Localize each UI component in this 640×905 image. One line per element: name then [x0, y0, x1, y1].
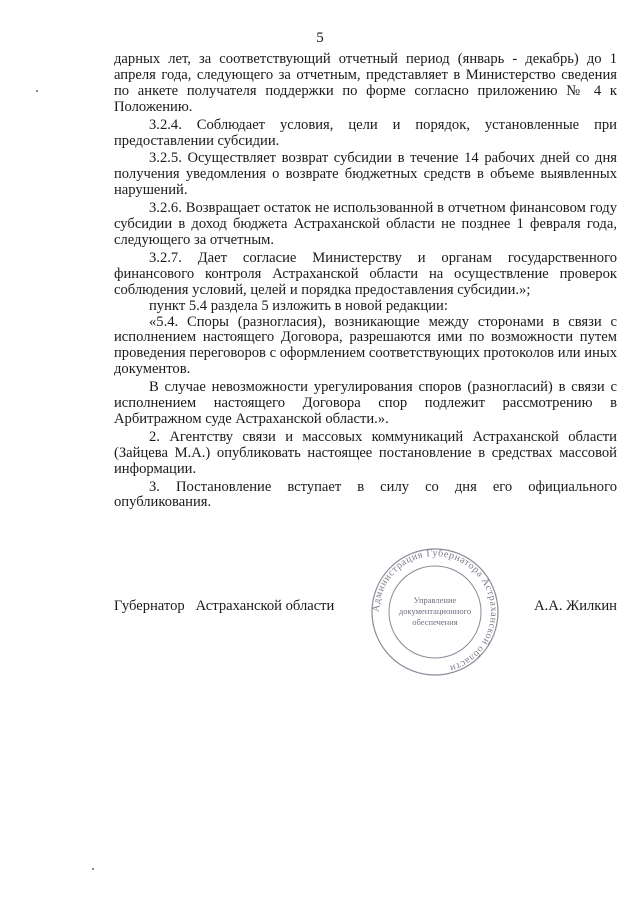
- paragraph-3-2-7: 3.2.7. Дает согласие Министерству и органам государственного финансового контроля Астраханской области на осуществление проверок соблюдения условий, целей и порядка предоставления субсидии.»;: [114, 249, 617, 298]
- official-seal: [365, 548, 505, 676]
- paragraph-3-2-4: 3.2.4. Соблюдает условия, цели и порядок, установленные при предоставлении субсидии.: [114, 116, 617, 149]
- scan-speck: [36, 90, 38, 92]
- paragraph-amendment-intro: пункт 5.4 раздела 5 изложить в новой редакции:: [149, 297, 448, 314]
- scan-speck: [92, 868, 94, 870]
- paragraph-item-3: 3. Постановление вступает в силу со дня его официального опубликования.: [114, 478, 617, 511]
- signatory-name: А.А. Жилкин: [534, 598, 617, 614]
- seal-center-line-1: Управление: [413, 595, 457, 605]
- seal-ring-text: Администрация Губернатора Астраханской области: [370, 548, 500, 674]
- paragraph-5-4: «5.4. Споры (разногласия), возникающие между сторонами в связи с исполнением настоящего Договора, разрешаются ими по возможности путем проведения переговоров с оформлением соответствующих протоколов или иных документов.: [114, 313, 617, 378]
- paragraph-3-2-5: 3.2.5. Осуществляет возврат субсидии в течение 14 рабочих дней со дня получения уведомления о возврате бюджетных средств в объеме выявленных нарушений.: [114, 150, 617, 199]
- seal-center-line-2: документационного: [398, 606, 472, 616]
- paragraph-continuation: дарных лет, за соответствующий отчетный период (январь - декабрь) до 1 апреля года, следующего за отчетным, представляет в Министерство сведения по анкете получателя поддержки по форме согласно приложению № 4 к Положению.: [114, 51, 617, 115]
- page-number: 5: [316, 30, 324, 46]
- paragraph-disputes: В случае невозможности урегулирования споров (разногласий) в связи с исполнением настоящего Договора спор подлежит рассмотрению в Арбитражном суде Астраханской области.».: [114, 379, 617, 427]
- paragraph-3-2-6: 3.2.6. Возвращает остаток не использованной в отчетном финансовом году субсидии в доход бюджета Астраханской области не позднее 1 февраля года, следующего за отчетным.: [114, 200, 617, 248]
- signatory-position: Губернатор Астраханской области: [114, 598, 335, 614]
- paragraph-item-2: 2. Агентству связи и массовых коммуникаций Астраханской области (Зайцева М.А.) опубликовать настоящее постановление в средствах массовой информации.: [114, 428, 617, 477]
- document-body: [114, 52, 617, 511]
- seal-center-line-3: обеспечения: [412, 617, 458, 627]
